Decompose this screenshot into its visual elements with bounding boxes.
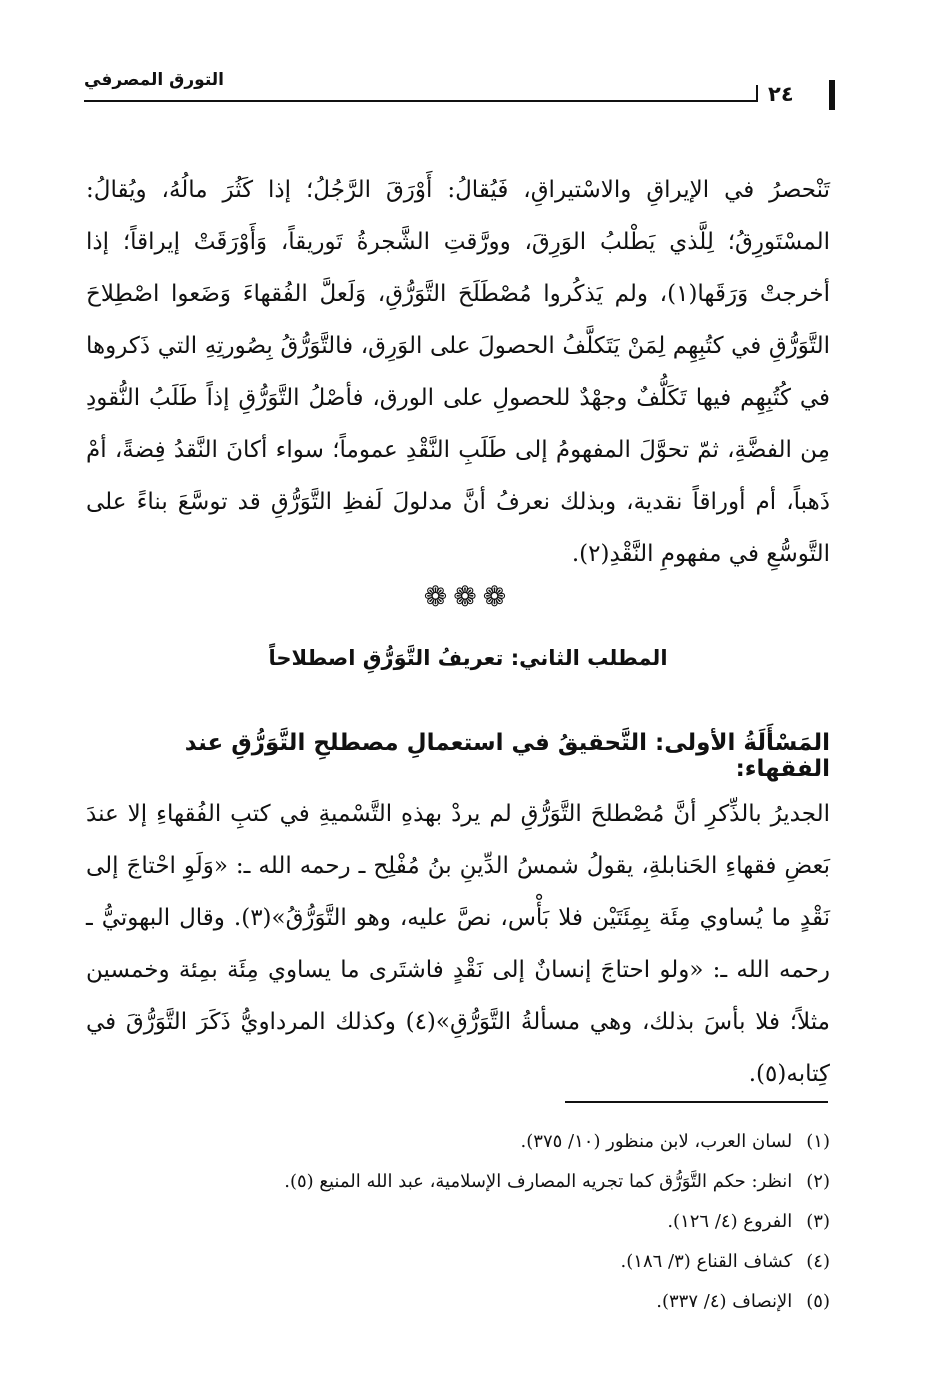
footnote-item: [86, 1282, 830, 1322]
footnote-text: كشاف القناع (٣/ ١٨٦).: [620, 1251, 793, 1272]
running-header-title: التورق المصرفي: [84, 70, 224, 90]
footnote-text: الفروع (٤/ ١٢٦).: [667, 1211, 793, 1232]
footnotes-list: [86, 1122, 830, 1322]
section-title: المطلب الثاني: تعريفُ التَّوَرُّقِ اصطلاحاً: [268, 646, 668, 670]
footnote-item: [86, 1242, 830, 1282]
footnote-number: (٣): [806, 1211, 830, 1232]
footnote-text: لسان العرب، لابن منظور (١٠/ ٣٧٥).: [520, 1131, 793, 1152]
footnote-text: الإنصاف (٤/ ٣٣٧).: [656, 1291, 793, 1312]
header-rule-tick: [756, 85, 758, 102]
section-separator: ❁❁❁: [423, 580, 513, 613]
header-rule: [84, 100, 756, 102]
body-paragraph-2: الجديرُ بالذِّكرِ أنَّ مُصْطلحَ التَّوَرُّقِ لم يردْ بهذهِ التَّسْميةِ في كتبِ الفُقهاءِ إلا عندَ بَعضِ فقهاءِ الحَنابلةِ، يقولُ شمسُ الدِّينِ بنُ مُفْلِح ـ رحمه الله ـ: «وَلَوِ احْتاجَ إلى نَقْدٍ ما يُساوي مِئَة بِمِئَتَيْن فلا بَأْس، نصَّ عليه، وهو التَّوَرُّقُ»(٣). وقال البهوتيُّ ـ رحمه الله ـ: «ولو احتاجَ إنسانٌ إلى نَقْدٍ فاشتَرى ما يساوي مِئَة بمِئة وخمسين مثلاً؛ فلا بأسَ بذلك، وهي مسألةُ التَّوَرُّقِ»(٤) وكذلك المرداويُّ ذَكَرَ التَّوَرُّقَ في كِتابه(٥).: [86, 801, 831, 1087]
footnote-number: (٥): [806, 1291, 830, 1312]
body-paragraph-1: تَنْحصرُ في الإيراقِ والاسْتيراقِ، فَيُقالُ: أَوْرَقَ الرَّجُلُ؛ إذا كَثُرَ مالُهُ، ويُقالُ: المسْتَورِقُ؛ لِلَّذي يَطْلبُ الوَرِقَ، وورَّقتِ الشَّجرةُ تَوريقاً، وَأَوْرَقَتْ إيراقاً؛ إذا أخرجتْ وَرَقَها(١)، ولم يَذكُروا مُصْطَلَحَ التَّوَرُّقِ، وَلَعلَّ الفُقهاءَ وَضَعوا اصْطِلاحَ التَّوَرُّقِ في كتُبِهِم لِمَنْ يَتَكلَّفُ الحصولَ على الوَرِق، فالتَّوَرُّقُ بِصُورتِهِ التي ذَكروها في كُتُبِهِم فيها تَكَلُّفٌ وجهْدٌ للحصولِ على الورق، فأصْلُ التَّوَرُّقِ إذاً طَلَبُ النُّقودِ مِن الفضَّةِ، ثمّ تحوَّلَ المفهومُ إلى طَلَبِ النَّقْدِ عموماً؛ سواء أكانَ النَّقدُ فِضةً، أمْ ذَهباً، أم أوراقاً نقدية، وبذلك نعرفُ أنَّ مدلولَ لَفظِ التَّوَرُّقِ قد توسَّعَ بناءً على التَّوسُّعِ في مفهومِ النَّقْدِ(٢).: [86, 177, 830, 567]
footnote-item: [86, 1202, 830, 1242]
footnote-number: (١): [806, 1131, 830, 1152]
page-number: ٢٤: [768, 82, 794, 106]
issue-title: المَسْأَلَةُ الأولى: التَّحقيقُ في استعمالِ مصطلحِ التَّوَرُّقِ عند الفقهاء:: [184, 730, 830, 782]
footnote-text: انظر: حكم التَّوَرُّق كما تجريه المصارف الإسلامية، عبد الله المنيع (٥).: [284, 1171, 793, 1192]
header-bar: [829, 80, 835, 110]
footnote-rule: [565, 1101, 828, 1103]
footnote-item: [86, 1122, 830, 1162]
footnote-number: (٢): [806, 1171, 830, 1192]
footnote-item: [86, 1162, 830, 1202]
footnote-number: (٤): [806, 1251, 830, 1272]
